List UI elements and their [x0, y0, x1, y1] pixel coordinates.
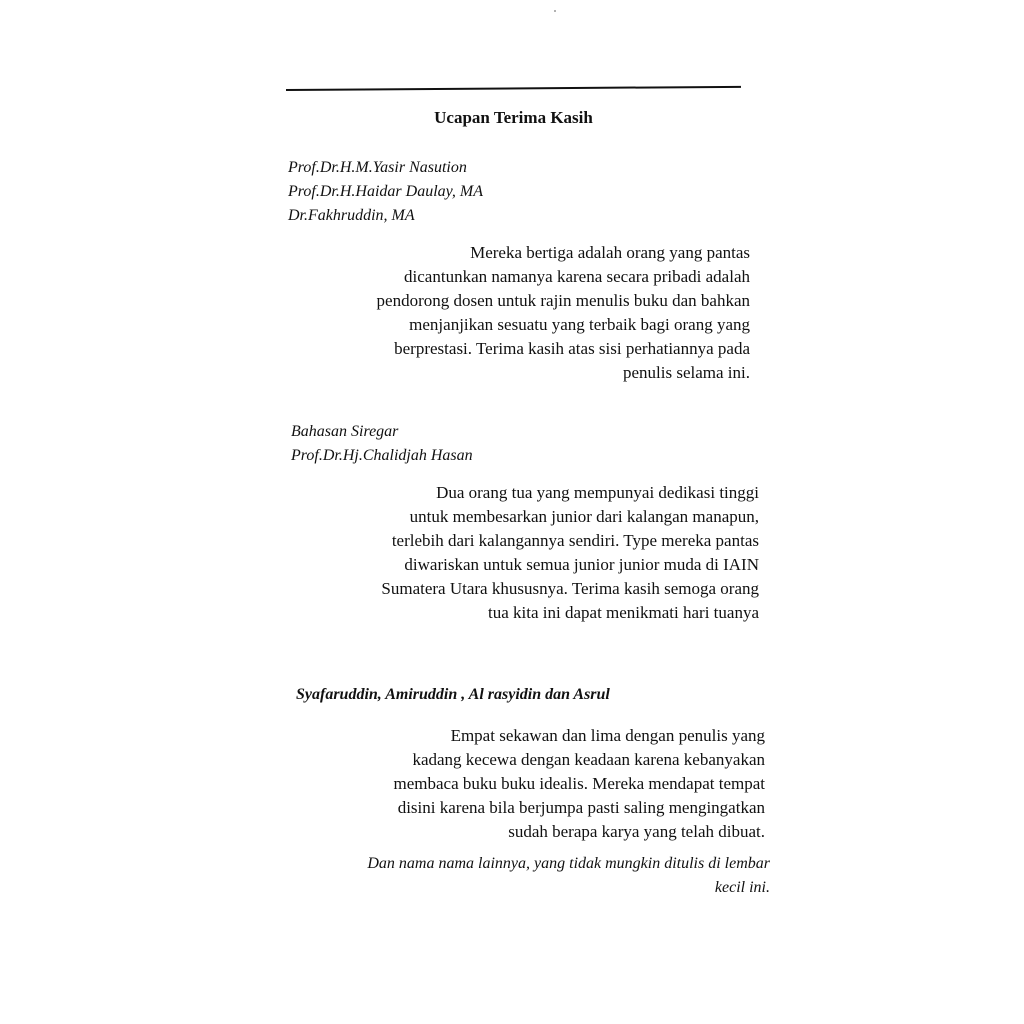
closing-note	[296, 852, 770, 900]
name-line: Syafaruddin, Amiruddin , Al rasyidin dan Asrul	[296, 686, 610, 703]
section2-names	[291, 420, 473, 468]
section3-paragraph	[300, 724, 765, 844]
name-line: Prof.Dr.Hj.Chalidjah Hasan	[291, 447, 473, 464]
section3-names	[296, 683, 610, 707]
paragraph-line: membaca buku buku idealis. Mereka mendapat tempat	[393, 774, 765, 793]
page-title: Ucapan Terima Kasih	[434, 108, 593, 127]
section1-names	[288, 156, 483, 228]
name-line: Dr.Fakhruddin, MA	[288, 207, 415, 224]
paragraph-line: sudah berapa karya yang telah dibuat.	[508, 822, 765, 841]
paragraph-line: Dua orang tua yang mempunyai dedikasi tinggi	[436, 483, 759, 502]
name-line: Prof.Dr.H.Haidar Daulay, MA	[288, 183, 483, 200]
paragraph-line: Sumatera Utara khususnya. Terima kasih semoga orang	[381, 579, 759, 598]
paragraph-line: Mereka bertiga adalah orang yang pantas	[470, 243, 750, 262]
paragraph-line: disini karena bila berjumpa pasti saling mengingatkan	[397, 798, 765, 817]
paragraph-line: tua kita ini dapat menikmati hari tuanya	[488, 603, 759, 622]
paragraph-line: penulis selama ini.	[622, 363, 750, 382]
paragraph-line: menjanjikan sesuatu yang terbaik bagi orang yang	[409, 315, 750, 334]
section1-paragraph	[290, 241, 750, 385]
paragraph-line: diwariskan untuk semua junior junior muda di IAIN	[404, 555, 759, 574]
name-line: Prof.Dr.H.M.Yasir Nasution	[288, 159, 467, 176]
closing-line: kecil ini.	[714, 879, 770, 896]
header-rule	[286, 86, 741, 91]
paragraph-line: pendorong dosen untuk rajin menulis buku dan bahkan	[376, 291, 750, 310]
paragraph-line: terlebih dari kalangannya sendiri. Type mereka pantas	[391, 531, 759, 550]
scan-speck	[554, 10, 556, 12]
paragraph-line: dicantunkan namanya karena secara pribadi adalah	[404, 267, 750, 286]
name-line: Bahasan Siregar	[291, 423, 399, 440]
paragraph-line: untuk membesarkan junior dari kalangan manapun,	[409, 507, 759, 526]
paragraph-line: Empat sekawan dan lima dengan penulis yang	[450, 726, 765, 745]
paragraph-line: kadang kecewa dengan keadaan karena kebanyakan	[412, 750, 765, 769]
section2-paragraph	[296, 481, 759, 625]
paragraph-line: berprestasi. Terima kasih atas sisi perhatiannya pada	[394, 339, 750, 358]
closing-line: Dan nama nama lainnya, yang tidak mungkin ditulis di lembar	[367, 855, 770, 872]
